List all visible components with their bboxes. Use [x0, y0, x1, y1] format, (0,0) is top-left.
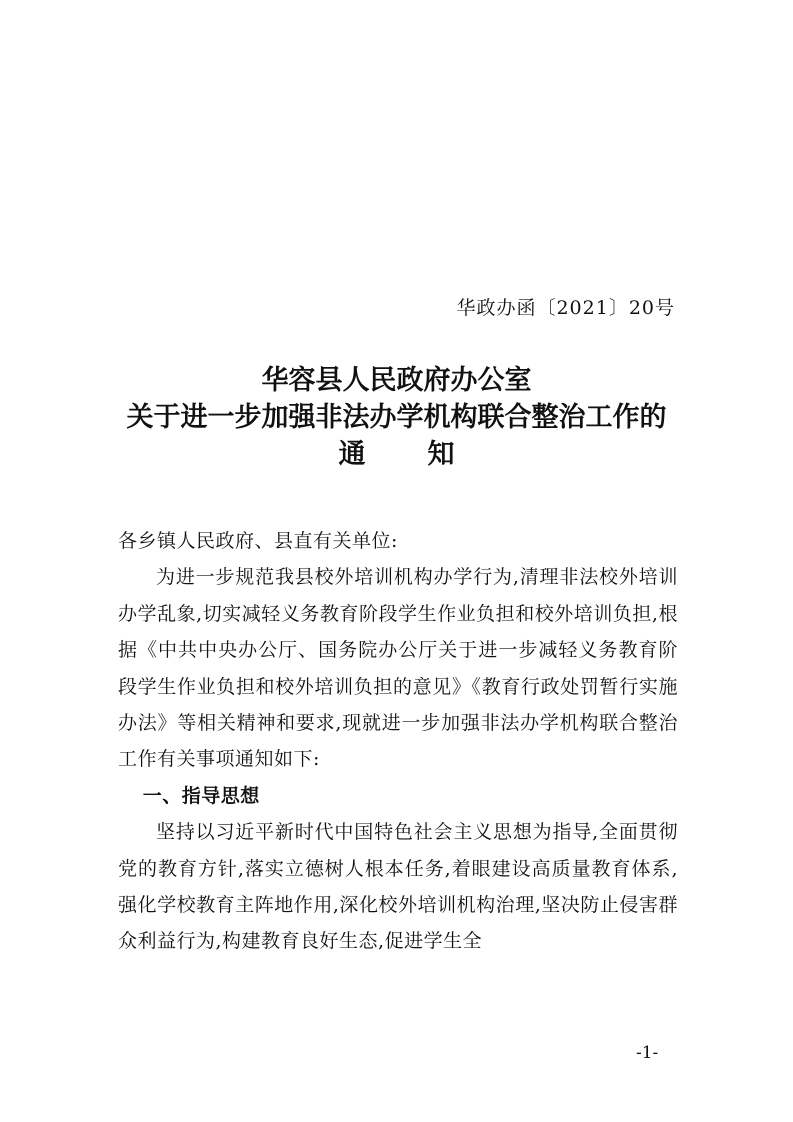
document-title — [0, 362, 793, 473]
title-line-issuer: 华容县人民政府办公室 — [261, 365, 532, 396]
title-line-notice: 通知 — [338, 439, 517, 470]
salutation: 各乡镇人民政府、县直有关单位: — [118, 530, 398, 552]
intro-paragraph: 为进一步规范我县校外培训机构办学行为,清理非法校外培训办学乱象,切实减轻义务教育阶段学生作业负担和校外培训负担,根据《中共中央办公厅、国务院办公厅关于进一步减轻义务教育阶段学生作业负担和校外培训负担的意见》《教育行政处罚暂行实施办法》等相关精神和要求,现就进一步加强非法办学机构联合整治工作有关事项通知如下: — [118, 566, 678, 771]
document-number: 华政办函〔2021〕20号 — [456, 297, 675, 319]
guiding-ideology-paragraph: 坚持以习近平新时代中国特色社会主义思想为指导,全面贯彻党的教育方针,落实立德树人根本任务,着眼建设高质量教育体系,强化学校教育主阵地作用,深化校外培训机构治理,坚决防止侵害群众利益行为,构建教育良好生态,促进学生全 — [118, 821, 678, 953]
section-heading-guiding-ideology: 一、指导思想 — [142, 784, 260, 807]
page-number: -1- — [636, 1043, 659, 1063]
document-body — [118, 523, 678, 960]
title-line-subject: 关于进一步加强非法办学机构联合整治工作的 — [126, 402, 667, 433]
